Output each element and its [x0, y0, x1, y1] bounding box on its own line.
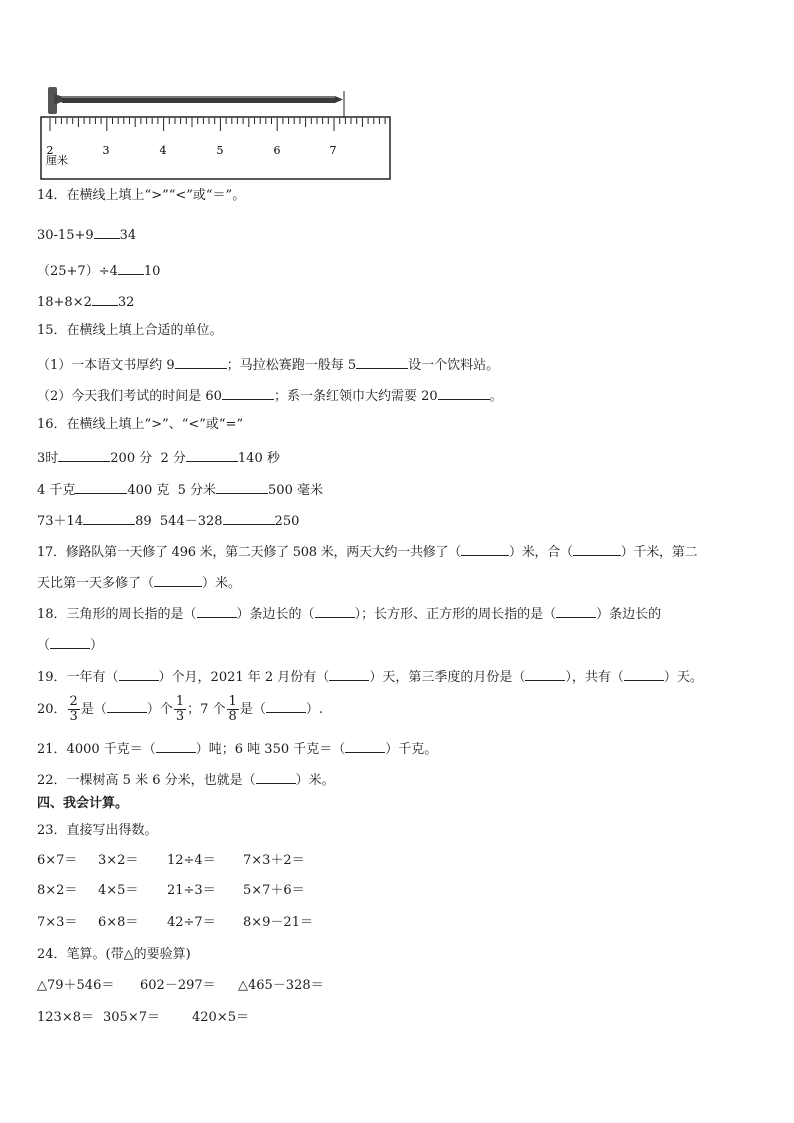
q14-value: 10: [143, 264, 161, 279]
q14-title: 14．在横线上填上“>”“<”或“＝”。: [37, 188, 246, 203]
q16-text: 3时: [37, 451, 59, 466]
q17-text: 17．修路队第一天修了 496 米，第二天修了 508 米，两天大约一共修了（: [37, 545, 461, 560]
answer-blank[interactable]: [223, 510, 275, 525]
calc-item: 8×2＝: [37, 883, 78, 898]
q16-text: 200 分: [110, 451, 153, 466]
answer-blank[interactable]: [438, 385, 490, 400]
q22-text: ）米。: [295, 773, 335, 788]
q15-text: （2）今天我们考试的时间是 60: [37, 389, 222, 404]
q18-text: ）条边长的（: [236, 607, 315, 622]
answer-blank[interactable]: [175, 354, 227, 369]
q15-title: 15．在横线上填上合适的单位。: [37, 323, 223, 338]
q17-line-1: [37, 541, 697, 562]
q16-text: 73＋14: [37, 514, 84, 529]
calc-item: 21÷3＝: [167, 883, 216, 898]
calc-item: 123×8＝: [37, 1010, 94, 1025]
answer-blank[interactable]: [266, 698, 306, 713]
answer-blank[interactable]: [58, 447, 110, 462]
q16-text: 4 千克: [37, 483, 76, 498]
q17-text: ）米，合（: [508, 545, 573, 560]
q17-text: 天比第一天多修了（: [37, 576, 155, 591]
calc-item: 420×5＝: [192, 1010, 249, 1025]
q14-value: 34: [119, 228, 137, 243]
fraction-denominator: 3: [175, 709, 185, 724]
section-4-title: 四、我会计算。: [37, 796, 129, 811]
q20-text: ；7 个: [187, 702, 226, 717]
fraction-numerator: 1: [228, 694, 237, 709]
q20-text: ）个: [146, 702, 173, 717]
ruler-figure: [40, 84, 394, 182]
ruler-label: 7: [329, 144, 337, 157]
calc-item: 4×5＝: [98, 883, 139, 898]
calc-item: 12÷4＝: [167, 853, 216, 868]
q20-line: [37, 692, 323, 728]
answer-blank[interactable]: [256, 769, 296, 784]
answer-blank[interactable]: [118, 260, 144, 275]
ruler-unit-label: 厘米: [46, 154, 68, 167]
q16-text: 89: [135, 514, 152, 529]
q16-text: 140 秒: [237, 451, 280, 466]
q14-expr: 30-15+9: [37, 228, 94, 243]
q19-line: [37, 666, 703, 687]
q16-text: 544－328: [159, 514, 223, 529]
q23-title: 23．直接写出得数。: [37, 823, 158, 838]
q15-text: 设一个饮料站。: [408, 358, 500, 373]
q22-text: 22．一棵树高 5 米 6 分米，也就是（: [37, 773, 256, 788]
calc-item: 305×7＝: [103, 1010, 160, 1025]
answer-blank[interactable]: [216, 479, 268, 494]
q15-line-1: [37, 354, 499, 375]
answer-blank[interactable]: [186, 447, 238, 462]
fraction-denominator: 8: [228, 709, 237, 724]
q24-title: 24．笔算。(带△的要验算): [37, 947, 191, 962]
answer-blank[interactable]: [329, 666, 369, 681]
q14-expr: 18+8×2: [37, 295, 92, 310]
answer-blank[interactable]: [154, 572, 202, 587]
q18-text: ）；长方形、正方形的周长指的是（: [354, 607, 557, 622]
fraction: [174, 695, 186, 724]
q19-text: 19．一年有（: [37, 670, 119, 685]
calc-item: 3×2＝: [98, 853, 139, 868]
q15-text: 。: [489, 389, 503, 404]
fraction-numerator: 1: [175, 694, 185, 709]
q18-text: （: [37, 638, 51, 653]
answer-blank[interactable]: [94, 224, 120, 239]
calc-item: 6×8＝: [98, 915, 139, 930]
calc-item: 7×3＝: [37, 915, 78, 930]
q15-line-2: [37, 385, 503, 406]
answer-blank[interactable]: [222, 385, 274, 400]
q19-text: ）天，第三季度的月份是（: [369, 670, 526, 685]
answer-blank[interactable]: [92, 291, 118, 306]
answer-blank[interactable]: [573, 541, 621, 556]
q18-text: ）条边长的: [596, 607, 662, 622]
q16-title: 16．在横线上填上“>”、“<”或“=”: [37, 417, 244, 432]
q18-line-2: [37, 634, 103, 655]
q14-value: 32: [117, 295, 135, 310]
calc-item: 602－297＝: [140, 978, 216, 993]
q20-text: 20．: [37, 702, 67, 717]
q19-text: ）个月，2021 年 2 月份有（: [158, 670, 330, 685]
q16-text: 500 毫米: [268, 483, 323, 498]
q17-text: ）千米，第二: [620, 545, 698, 560]
q19-text: ）天。: [663, 670, 703, 685]
nail-icon: [48, 87, 343, 114]
q16-text: 400 克: [127, 483, 170, 498]
ruler-label: 2: [46, 144, 54, 157]
fraction: [227, 695, 239, 724]
q14-item-1: [37, 224, 136, 245]
answer-blank[interactable]: [75, 479, 127, 494]
q14-expr: （25+7）÷4: [37, 264, 118, 279]
answer-blank[interactable]: [315, 603, 355, 618]
q18-text: 18．三角形的周长指的是（: [37, 607, 197, 622]
q17-line-2: [37, 572, 241, 593]
q16-row-2: [37, 479, 323, 500]
q16-row-3: [37, 510, 299, 531]
calc-item: 5×7＋6＝: [243, 883, 305, 898]
fraction: [68, 695, 80, 724]
ruler-label: 5: [216, 144, 224, 157]
q20-text: 是（: [80, 702, 107, 717]
q15-text: ；系一条红领巾大约需要 20: [273, 389, 438, 404]
q16-row-1: [37, 447, 280, 468]
calc-item: △79＋546＝: [37, 978, 115, 993]
q20-text: 是（: [239, 702, 266, 717]
q22-line: [37, 769, 335, 790]
ruler-body: [41, 117, 390, 179]
answer-blank[interactable]: [119, 666, 159, 681]
calc-item: △465－328＝: [238, 978, 324, 993]
q18-text: ）: [90, 638, 104, 653]
q17-text: ）米。: [202, 576, 242, 591]
q16-text: 2 分: [160, 451, 186, 466]
ruler-label: 4: [159, 144, 167, 157]
answer-blank[interactable]: [107, 698, 147, 713]
answer-blank[interactable]: [345, 738, 385, 753]
q14-item-3: [37, 291, 134, 312]
answer-blank[interactable]: [556, 603, 596, 618]
calc-item: 8×9－21＝: [243, 915, 313, 930]
answer-blank[interactable]: [525, 666, 565, 681]
q15-text: ；马拉松赛跑一般每 5: [226, 358, 357, 373]
answer-blank[interactable]: [461, 541, 509, 556]
answer-blank[interactable]: [356, 354, 408, 369]
answer-blank[interactable]: [50, 634, 90, 649]
q20-text: ）.: [305, 702, 323, 717]
fraction-denominator: 3: [69, 709, 78, 724]
calc-item: 42÷7＝: [167, 915, 216, 930]
ruler-label: 6: [273, 144, 281, 157]
q14-item-2: [37, 260, 160, 281]
ruler-label: 3: [102, 144, 110, 157]
q21-text: 21．4000 千克＝（: [37, 742, 156, 757]
fraction-numerator: 2: [69, 694, 78, 709]
q16-text: 250: [274, 514, 300, 529]
answer-blank[interactable]: [624, 666, 664, 681]
q15-text: （1）一本语文书厚约 9: [37, 358, 175, 373]
calc-item: 6×7＝: [37, 853, 78, 868]
q16-text: 5 分米: [177, 483, 217, 498]
q21-line: [37, 738, 437, 759]
q19-text: ），共有（: [565, 670, 624, 685]
calc-item: 7×3＋2＝: [243, 853, 305, 868]
answer-blank[interactable]: [197, 603, 237, 618]
answer-blank[interactable]: [156, 738, 196, 753]
q21-text: ）千克。: [385, 742, 438, 757]
q18-line-1: [37, 603, 661, 624]
q21-text: ）吨；6 吨 350 千克＝（: [195, 742, 346, 757]
answer-blank[interactable]: [83, 510, 135, 525]
